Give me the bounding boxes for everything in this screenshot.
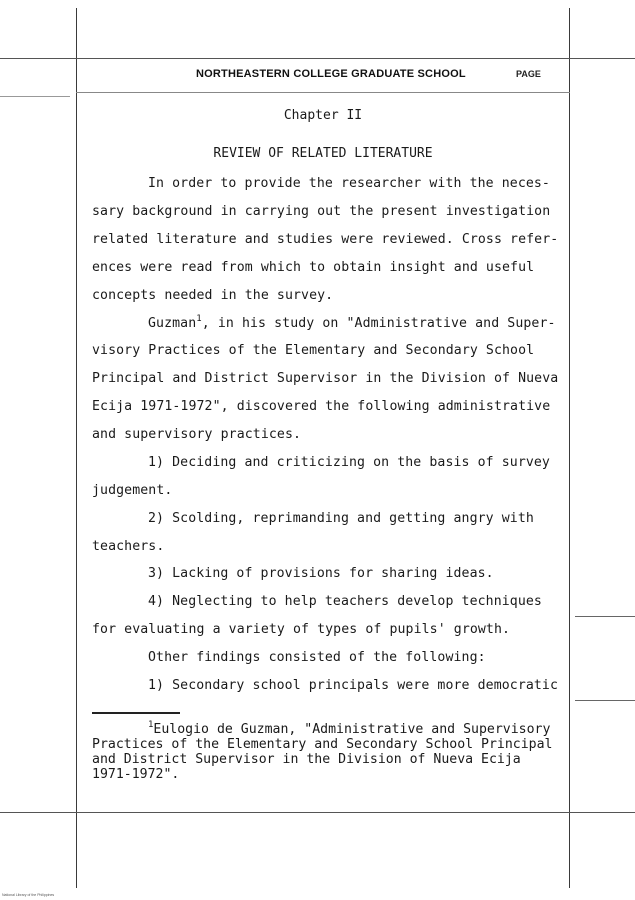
section-title: REVIEW OF RELATED LITERATURE	[213, 146, 433, 161]
footnote-separator	[92, 712, 180, 714]
right-edge-tick	[575, 616, 635, 617]
footnote-line: 1971-1972".	[92, 767, 180, 782]
list-item: 1) Secondary school principals were more democratic	[148, 678, 559, 693]
right-edge-tick	[575, 700, 635, 701]
body-line: concepts needed in the survey.	[92, 288, 334, 303]
list-item-continued: teachers.	[92, 539, 165, 554]
body-text: , in his study on "Administrative and Super-	[201, 316, 556, 331]
footnote-reference: 1	[196, 314, 202, 324]
body-line	[148, 314, 556, 331]
cited-author: Guzman	[148, 316, 197, 331]
footer-rule	[0, 812, 635, 813]
header-top-rule	[0, 58, 635, 59]
body-line: In order to provide the researcher with the neces-	[148, 176, 550, 191]
page-number-label: PAGE	[516, 69, 541, 79]
chapter-heading: Chapter II	[283, 108, 363, 123]
footnote-line	[148, 718, 550, 737]
page-header	[76, 68, 570, 86]
archive-stamp: National Library of the Philippines	[2, 893, 55, 897]
footnote-marker: 1	[148, 720, 154, 730]
list-item: 2) Scolding, reprimanding and getting angry with	[148, 511, 534, 526]
school-name: NORTHEASTERN COLLEGE GRADUATE SCHOOL	[196, 68, 466, 80]
list-item-continued: judgement.	[92, 483, 173, 498]
header-bottom-rule	[76, 92, 570, 93]
body-line: visory Practices of the Elementary and Secondary School	[92, 343, 535, 358]
footnote-line: Practices of the Elementary and Secondary School Principal	[92, 737, 553, 752]
body-line: ences were read from which to obtain insight and useful	[92, 260, 535, 275]
list-item-continued: for evaluating a variety of types of pupils' growth.	[92, 622, 511, 637]
body-line: sary background in carrying out the present investigation	[92, 204, 551, 219]
body-line: Principal and District Supervisor in the Division of Nueva	[92, 371, 559, 386]
right-margin-rule	[569, 8, 570, 888]
footnote-line: and District Supervisor in the Division of Nueva Ecija	[92, 752, 521, 767]
body-line: Ecija 1971-1972", discovered the following administrative	[92, 399, 551, 414]
list-item: 1) Deciding and criticizing on the basis of survey	[148, 455, 550, 470]
left-edge-tick	[0, 96, 70, 97]
body-line: and supervisory practices.	[92, 427, 302, 442]
left-margin-rule	[76, 8, 77, 888]
list-item: 4) Neglecting to help teachers develop techniques	[148, 594, 542, 609]
body-line: related literature and studies were reviewed. Cross refer-	[92, 232, 559, 247]
list-item: 3) Lacking of provisions for sharing ideas.	[148, 566, 494, 581]
footnote-text: Eulogio de Guzman, "Administrative and Supervisory	[153, 722, 551, 737]
body-line: Other findings consisted of the following:	[148, 650, 486, 665]
